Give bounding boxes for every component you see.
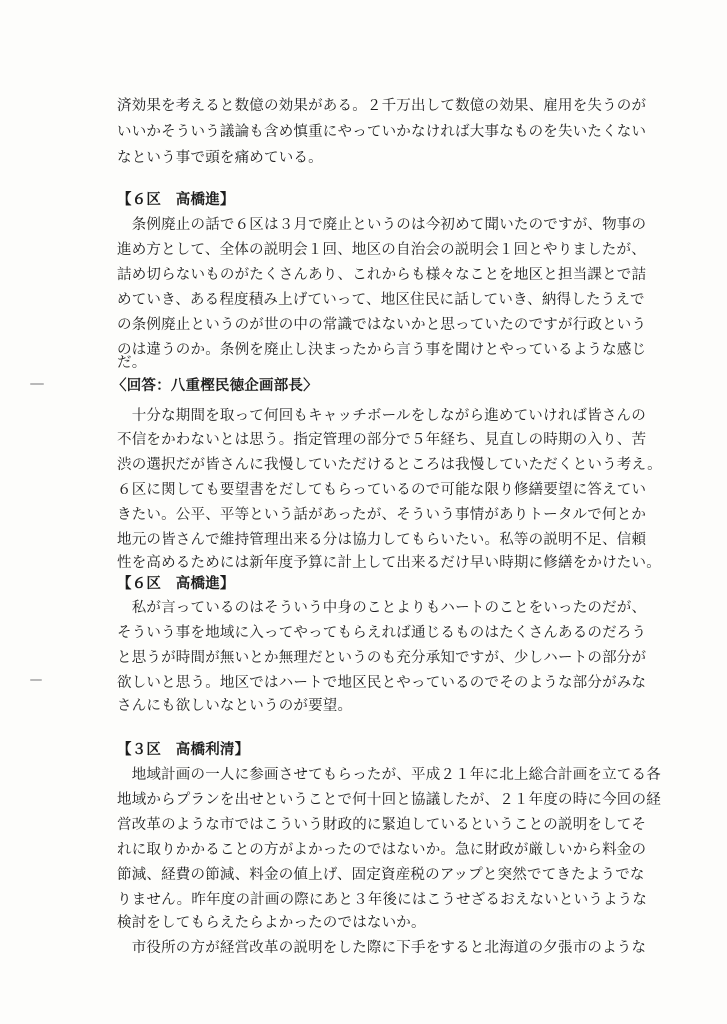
text-line: いいかそういう議論も含め慎重にやっていかなければ大事なものを失いたくない xyxy=(117,124,647,140)
text-line: 渋の選択だが皆さんに我慢していただけるところは我慢していただくという考え。 xyxy=(117,457,662,473)
text-line: なという事で頭を痛めている。 xyxy=(117,150,323,166)
text-line: 検討をしてもらえたらよかったのではないか。 xyxy=(117,915,426,931)
text-line: のは違うのか。条例を廃止し決まったから言う事を聞けとやっているような感じ xyxy=(117,342,647,358)
text-line: きたい。公平、平等という話があったが、そういう事情がありトータルで何とか xyxy=(117,507,647,523)
text-line: 性を高めるためには新年度予算に計上して出来るだけ早い時期に修繕をかけたい。 xyxy=(117,555,661,571)
answer-heading: 〈回答：八重樫民徳企画部長〉 xyxy=(112,377,318,394)
text-line: 私が言っているのはそういう中身のことよりもハートのことをいったのだが、 xyxy=(117,600,647,616)
text-line: ６区に関しても要望書をだしてもらっているので可能な限り修繕要望に答えてい xyxy=(117,482,647,498)
text-line: 節減、経費の節減、料金の値上げ、固定資産税のアップと突然でてきたようでな xyxy=(117,867,645,883)
scan-mark xyxy=(30,679,42,681)
text-line: りません。昨年度の計画の際にあと３年後にはこうせざるおえないというような xyxy=(117,892,648,908)
text-line: 欲しいと思う。地区ではハートで地区民とやっているのでそのような部分がみな xyxy=(117,675,647,691)
text-line: 地域からプランを出せということで何十回と協議したが、２１年度の時に今回の経 xyxy=(117,792,661,808)
text-line: 市役所の方が経営改革の説明をした際に下手をすると北海道の夕張市のような xyxy=(117,940,647,956)
text-line: 地域計画の一人に参画させてもらったが、平成２１年に北上総合計画を立てる各 xyxy=(117,767,661,783)
text-line: の条例廃止というのが世の中の常識ではないかと思っていたのですが行政という xyxy=(117,317,647,333)
text-line: 地元の皆さんで維持管理出来る分は協力してもらいたい。私等の説明不足、信頼 xyxy=(117,532,647,548)
text-line: 十分な期間を取って何回もキャッチボールをしながら進めていければ皆さんの xyxy=(117,408,646,424)
speaker-heading: 【３区 高橋利清】 xyxy=(117,741,250,758)
text-line: 営改革のような市ではこういう財政的に緊迫しているということの説明をしてそ xyxy=(117,817,647,833)
text-line: だ。 xyxy=(117,355,147,371)
text-line: めていき、ある程度積み上げていって、地区住民に話していき、納得したうえで xyxy=(117,292,645,308)
text-line: そういう事を地域に入ってやってもらえれば通じるものはたくさんあるのだろう xyxy=(117,625,647,641)
text-line: 条例廃止の話で６区は３月で廃止というのは今初めて聞いたのですが、物事の xyxy=(117,217,647,233)
text-line: 済効果を考えると数億の効果がある。２千万出して数億の効果、雇用を失うのが xyxy=(117,98,647,114)
speaker-heading: 【６区 高橋進】 xyxy=(117,575,235,592)
text-line: 不信をかわないとは思う。指定管理の部分で５年経ち、見直しの時期の入り、苦 xyxy=(117,432,647,448)
text-line: れに取りかかることの方がよかったのではないか。急に財政が厳しいから料金の xyxy=(117,842,647,858)
text-line: さんにも欲しいなというのが要望。 xyxy=(117,698,353,714)
text-line: 詰め切らないものがたくさんあり、これからも様々なことを地区と担当課とで詰 xyxy=(117,267,647,283)
text-line: と思うが時間が無いとか無理だというのも充分承知ですが、少しハートの部分が xyxy=(117,650,647,666)
text-line: 進め方として、全体の説明会１回、地区の自治会の説明会１回とやりましたが、 xyxy=(117,242,646,258)
speaker-heading: 【６区 高橋進】 xyxy=(117,191,235,208)
scan-mark xyxy=(30,383,44,385)
